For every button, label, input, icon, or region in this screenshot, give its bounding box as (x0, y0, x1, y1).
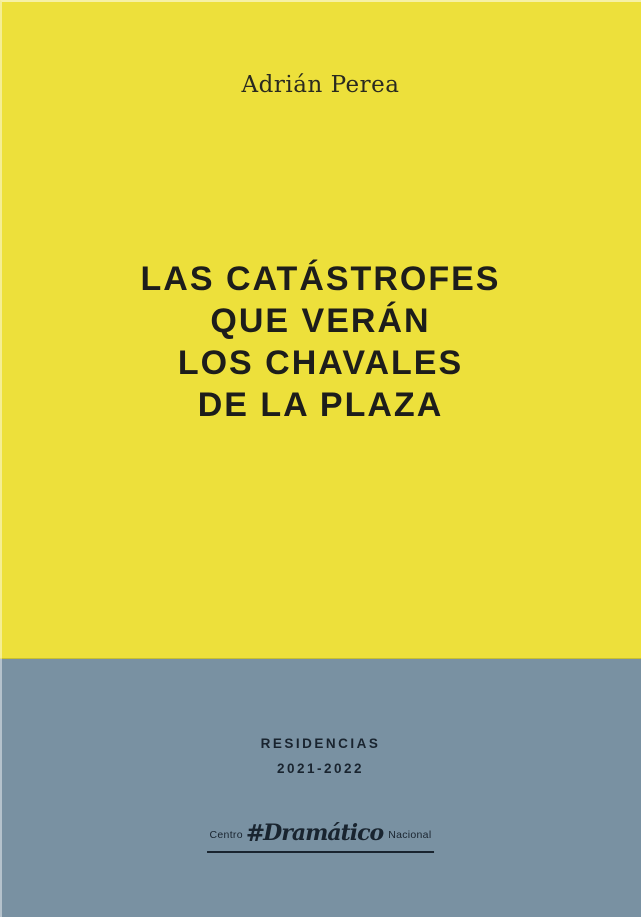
title-line-3: LOS CHAVALES (177, 344, 464, 382)
centro-dramatico-nacional-logo (207, 819, 435, 853)
title-line-1: LAS CATÁSTROFES (140, 260, 501, 298)
logo-script-dramatico: Dramático (263, 819, 384, 846)
author-name: Adrián Perea (241, 72, 400, 98)
logo-text-centro: Centro (209, 828, 243, 841)
title-line-4: DE LA PLAZA (197, 386, 444, 424)
book-title (0, 258, 641, 426)
cover-bottom-section (0, 659, 641, 917)
program-label: RESIDENCIAS (260, 736, 381, 751)
logo-text-nacional: Nacional (388, 828, 432, 841)
title-line-2: QUE VERÁN (210, 302, 431, 340)
program-block (0, 731, 641, 781)
hash-icon: # (245, 820, 266, 847)
program-years: 2021-2022 (276, 761, 365, 776)
